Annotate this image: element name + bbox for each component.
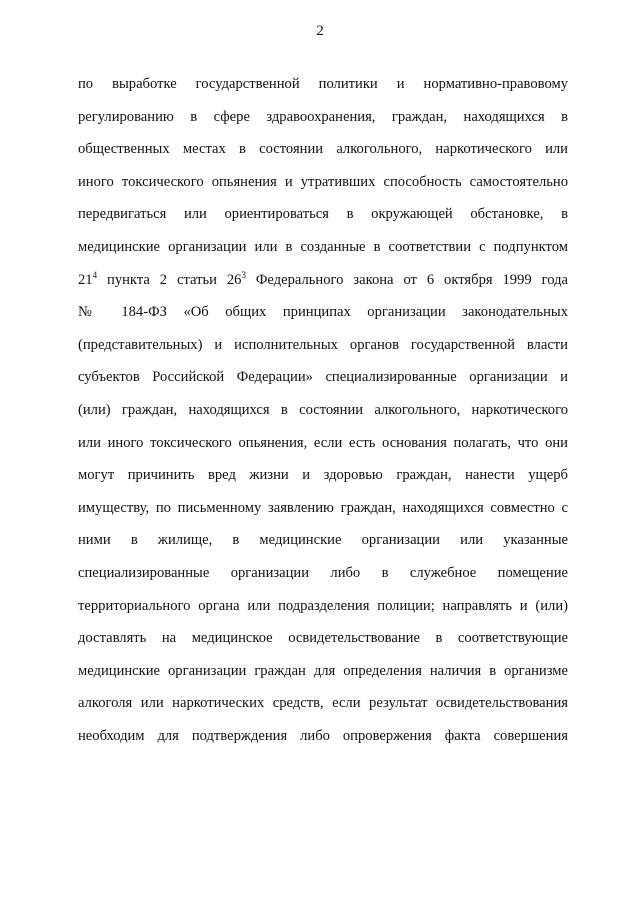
text-line-8: № 184-ФЗ «Об общих принципах организации законодательных bbox=[78, 304, 568, 321]
text-line-11: (или) граждан, находящихся в состоянии алкогольного, наркотического bbox=[78, 401, 568, 418]
text-line-21: необходим для подтверждения либо опровержения факта совершения bbox=[78, 727, 568, 744]
text-line-1: по выработке государственной политики и нормативно-правовому bbox=[78, 76, 568, 92]
text-line-2: регулированию в сфере здравоохранения, граждан, находящихся в bbox=[78, 108, 568, 125]
text-line-9: (представительных) и исполнительных органов государственной власти bbox=[78, 336, 568, 353]
text-line-14: имуществу, по письменному заявлению граждан, находящихся совместно с bbox=[78, 499, 568, 516]
page-number: 2 bbox=[316, 23, 324, 39]
text-line-7 bbox=[78, 264, 568, 297]
text-line-4: иного токсического опьянения и утративших способность самостоятельно bbox=[78, 173, 568, 190]
text-line-3: общественных местах в состоянии алкогольного, наркотического или bbox=[78, 141, 568, 158]
text-line-19: медицинские организации граждан для определения наличия в организме bbox=[78, 662, 568, 679]
text-line-10: субъектов Российской Федерации» специализированные организации и bbox=[78, 369, 568, 386]
text-line-7-part-c: Федерального закона от 6 октября 1999 года bbox=[245, 271, 568, 288]
text-line-6: медицинские организации или в созданные в соответствии с подпунктом bbox=[78, 238, 568, 255]
text-line-18: доставлять на медицинское освидетельствование в соответствующие bbox=[78, 630, 568, 647]
text-line-15: ними в жилище, в медицинские организации или указанные bbox=[78, 532, 568, 549]
text-line-13: могут причинить вред жизни и здоровью граждан, нанести ущерб bbox=[78, 467, 568, 484]
superscript-3: 3 bbox=[241, 269, 246, 280]
text-line-5: передвигаться или ориентироваться в окружающей обстановке, в bbox=[78, 206, 568, 223]
text-line-7-part-a: 21 bbox=[78, 271, 93, 288]
text-line-12: или иного токсического опьянения, если есть основания полагать, что они bbox=[78, 434, 568, 451]
text-line-17: территориального органа или подразделения полиции; направлять и (или) bbox=[78, 597, 568, 614]
superscript-4: 4 bbox=[92, 269, 98, 280]
text-line-7-part-b: пункта 2 статьи 26 bbox=[97, 271, 242, 288]
body-text bbox=[78, 68, 568, 752]
text-line-16: специализированные организации либо в служебное помещение bbox=[78, 564, 568, 581]
text-line-20: алкоголя или наркотических средств, если результат освидетельствования bbox=[78, 695, 568, 712]
